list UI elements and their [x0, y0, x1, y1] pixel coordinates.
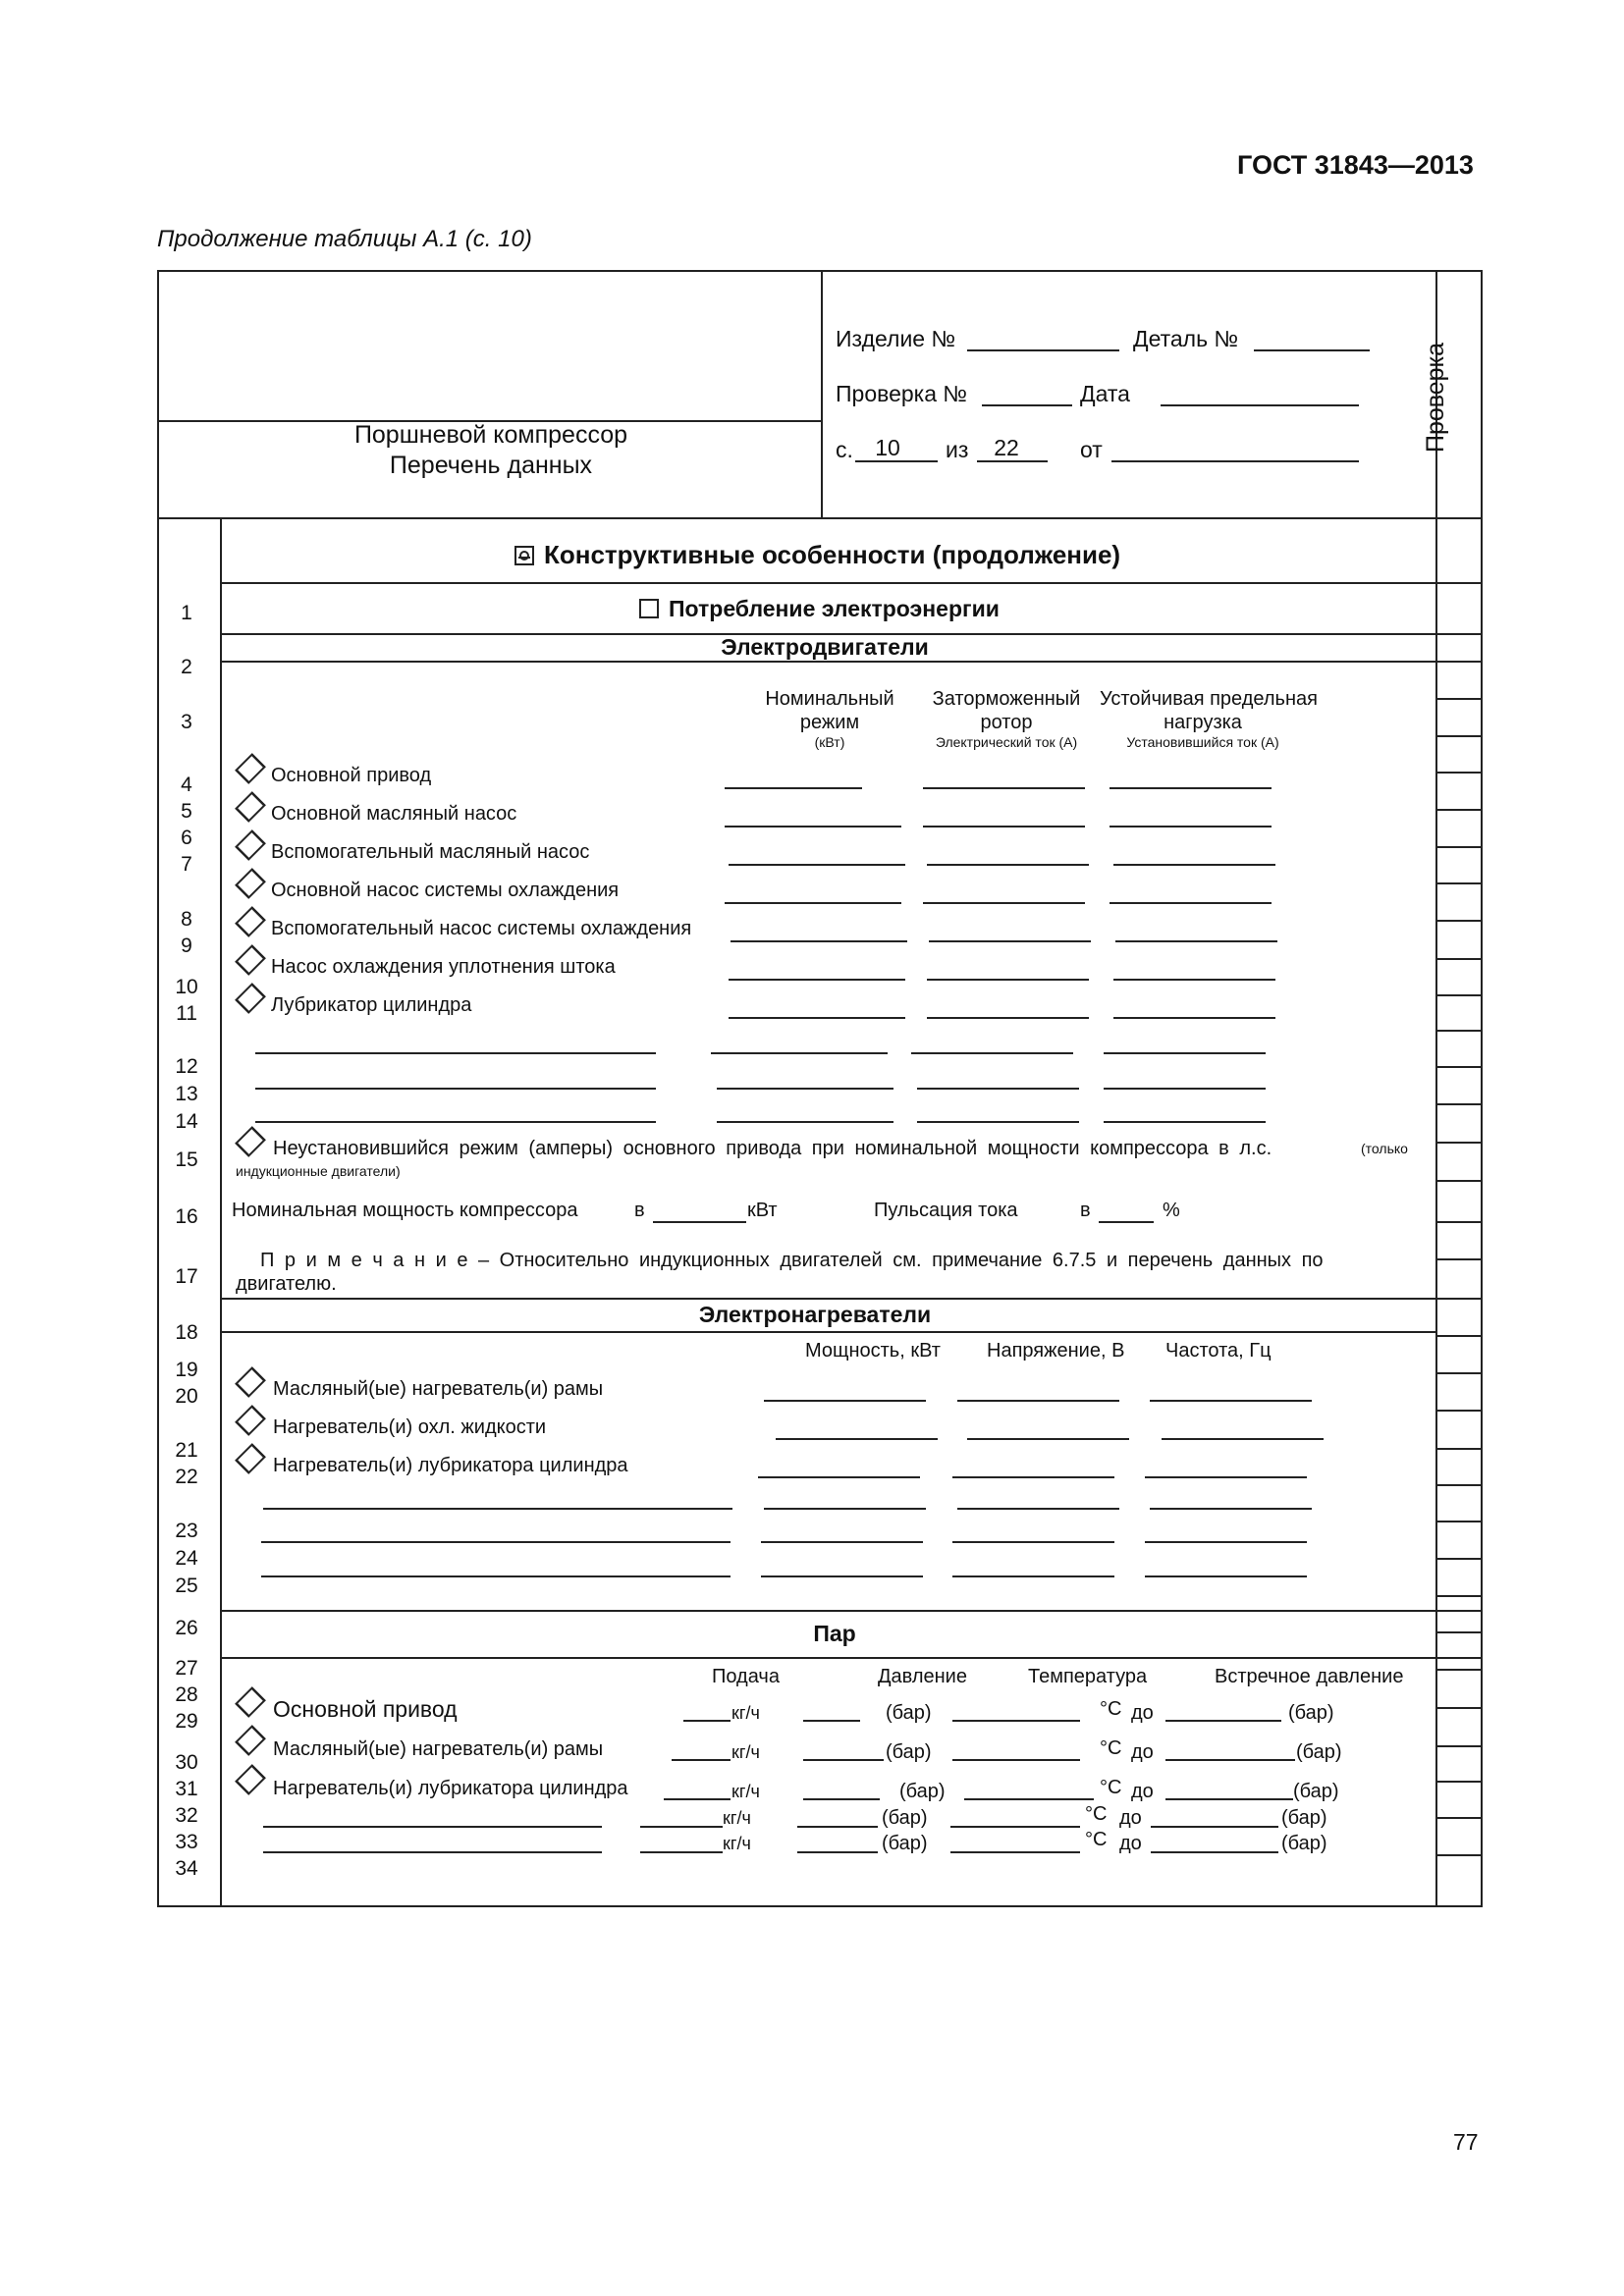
row-number: 17 — [175, 1265, 198, 1288]
row-number: 10 — [175, 976, 198, 998]
page-current: 10 — [875, 435, 900, 460]
rated-power-field[interactable] — [653, 1221, 746, 1223]
transient-small: (только — [1361, 1141, 1408, 1156]
rated-power-unit: кВт — [747, 1200, 778, 1221]
heater-field[interactable] — [758, 1476, 920, 1478]
steam-to-label: до — [1131, 1781, 1154, 1802]
steam-pressure-unit: (бар) — [1293, 1781, 1339, 1802]
motors-col2-header: Заторможенный — [932, 688, 1081, 710]
row-number: 9 — [181, 934, 192, 957]
steam-col1: Подача — [712, 1666, 780, 1687]
motors-col2-unit: Электрический ток (А) — [935, 734, 1078, 750]
note-text-2: двигателю. — [236, 1273, 337, 1295]
heaters-col3: Частота, Гц — [1165, 1340, 1272, 1362]
motor-field[interactable] — [1110, 902, 1272, 904]
page-number: 77 — [1453, 2129, 1479, 2155]
steam-flow-unit: кг/ч — [731, 1742, 760, 1762]
motor-item: Лубрикатор цилиндра — [271, 994, 472, 1016]
steam-temp-unit: °C — [1100, 1777, 1122, 1798]
steam-pressure-unit: (бар) — [1288, 1702, 1334, 1724]
steam-extra-field[interactable] — [797, 1851, 878, 1853]
steam-temp-unit: °C — [1085, 1829, 1108, 1850]
row-number: 20 — [175, 1385, 198, 1408]
transient-small-2: индукционные двигатели) — [236, 1163, 401, 1179]
row-number: 31 — [175, 1778, 198, 1800]
extra-field[interactable] — [917, 1088, 1079, 1090]
steam-temp-unit: °C — [1100, 1698, 1122, 1720]
steam-extra-field[interactable] — [797, 1826, 878, 1828]
motor-field[interactable] — [927, 979, 1089, 981]
motor-item: Основной масляный насос — [271, 803, 517, 825]
steam-flow-unit: кг/ч — [723, 1834, 751, 1853]
motor-item: Вспомогательный насос системы охлаждения — [271, 918, 692, 939]
power-checkbox[interactable] — [639, 599, 659, 618]
page-prefix: с. — [836, 437, 853, 462]
row-number: 3 — [181, 711, 192, 733]
page-of-label: из — [946, 437, 969, 462]
heater-extra-field[interactable] — [761, 1541, 923, 1543]
row-number: 8 — [181, 908, 192, 931]
motor-item: Основной насос системы охлаждения — [271, 880, 620, 901]
motor-field[interactable] — [725, 902, 901, 904]
row-number: 21 — [175, 1439, 198, 1462]
steam-field[interactable] — [803, 1759, 884, 1761]
motor-field[interactable] — [729, 1017, 905, 1019]
extra-field[interactable] — [1104, 1121, 1266, 1123]
motors-title: Электродвигатели — [721, 634, 929, 660]
date-label: Дата — [1080, 381, 1130, 406]
motor-item: Вспомогательный масляный насос — [271, 841, 590, 863]
heater-extra-field[interactable] — [952, 1575, 1114, 1577]
row-number: 16 — [175, 1205, 198, 1228]
from-field[interactable] — [1111, 460, 1359, 462]
steam-temp-unit: °C — [1100, 1737, 1122, 1759]
row-number: 27 — [175, 1657, 198, 1680]
motors-col1-header-2: режим — [799, 712, 860, 733]
motors-col3-unit: Установившийся ток (А) — [1126, 734, 1279, 750]
motor-field[interactable] — [1110, 826, 1272, 828]
motor-field[interactable] — [929, 940, 1091, 942]
heater-field[interactable] — [776, 1438, 938, 1440]
row-number: 5 — [181, 800, 192, 823]
steam-field[interactable] — [1165, 1798, 1293, 1800]
extra-field[interactable] — [917, 1121, 1079, 1123]
steam-pressure-unit: (бар) — [1296, 1741, 1342, 1763]
motors-col1-header: Номинальный — [765, 688, 894, 710]
steam-extra-field[interactable] — [950, 1851, 1080, 1853]
heater-item: Масляный(ые) нагреватель(и) рамы — [273, 1378, 604, 1400]
motor-field[interactable] — [725, 826, 901, 828]
steam-field[interactable] — [664, 1798, 731, 1800]
heater-extra-field[interactable] — [261, 1541, 731, 1543]
rated-power-label: Номинальная мощность компрессора — [232, 1200, 578, 1221]
section-title: Конструктивные особенности (продолжение) — [514, 540, 1120, 569]
motor-field[interactable] — [1113, 864, 1275, 866]
extra-field[interactable] — [717, 1121, 893, 1123]
steam-pressure-unit: (бар) — [886, 1741, 932, 1763]
steam-flow-unit: кг/ч — [731, 1782, 760, 1801]
steam-pressure-unit: (бар) — [882, 1807, 928, 1829]
row-number: 2 — [181, 656, 192, 678]
row-number: 7 — [181, 853, 192, 876]
steam-item: Масляный(ые) нагреватель(и) рамы — [273, 1738, 604, 1760]
heater-field[interactable] — [957, 1400, 1119, 1402]
steam-pressure-unit: (бар) — [1281, 1807, 1327, 1829]
pulsation-label: Пульсация тока — [874, 1200, 1018, 1221]
steam-col2: Давление — [878, 1666, 967, 1687]
steam-field[interactable] — [952, 1720, 1080, 1722]
standard-number: ГОСТ 31843—2013 — [1237, 150, 1474, 180]
row-number: 18 — [175, 1321, 198, 1344]
row-number: 33 — [175, 1831, 198, 1853]
part-label: Деталь № — [1133, 326, 1239, 351]
heaters-title: Электронагреватели — [698, 1302, 932, 1327]
row-number: 4 — [181, 774, 192, 796]
steam-to-label: до — [1119, 1833, 1142, 1854]
motor-field[interactable] — [923, 826, 1085, 828]
row-number: 25 — [175, 1575, 198, 1597]
steam-to-label: до — [1119, 1807, 1142, 1829]
steam-col4: Встречное давление — [1215, 1666, 1404, 1687]
heater-field[interactable] — [1150, 1400, 1312, 1402]
steam-flow-unit: кг/ч — [731, 1703, 760, 1723]
part-field[interactable] — [1254, 349, 1370, 351]
steam-pressure-unit: (бар) — [882, 1833, 928, 1854]
motor-field[interactable] — [729, 864, 905, 866]
heater-extra-field[interactable] — [957, 1508, 1119, 1510]
table-continuation: Продолжение таблицы А.1 (с. 10) — [157, 226, 532, 252]
row-number: 32 — [175, 1804, 198, 1827]
motor-field[interactable] — [1110, 787, 1272, 789]
side-check-label: Проверка — [1422, 343, 1449, 453]
heaters-col2: Напряжение, В — [987, 1340, 1125, 1362]
heater-field[interactable] — [1145, 1476, 1307, 1478]
heaters-col1: Мощность, кВт — [805, 1340, 941, 1362]
steam-pressure-unit: (бар) — [886, 1702, 932, 1724]
row-number: 12 — [175, 1055, 198, 1078]
steam-to-label: до — [1131, 1741, 1154, 1763]
check-no-label: Проверка № — [836, 381, 968, 406]
form-title: Поршневой компрессор — [353, 421, 628, 449]
from-label: от — [1080, 437, 1103, 462]
steam-pressure-unit: (бар) — [899, 1781, 946, 1802]
heater-extra-field[interactable] — [263, 1508, 732, 1510]
steam-col3: Температура — [1028, 1666, 1148, 1687]
motor-item: Основной привод — [271, 765, 432, 786]
extra-field[interactable] — [717, 1088, 893, 1090]
steam-field[interactable] — [803, 1798, 880, 1800]
heater-field[interactable] — [952, 1476, 1114, 1478]
product-label: Изделие № — [836, 326, 956, 351]
extra-field[interactable] — [711, 1052, 888, 1054]
steam-extra-field[interactable] — [1151, 1826, 1278, 1828]
steam-to-label: до — [1131, 1702, 1154, 1724]
heater-field[interactable] — [967, 1438, 1129, 1440]
steam-item: Основной привод — [273, 1696, 458, 1722]
row-number: 19 — [175, 1359, 198, 1381]
heater-item: Нагреватель(и) лубрикатора цилиндра — [273, 1455, 628, 1476]
row-number: 15 — [175, 1148, 198, 1171]
check-no-field[interactable] — [982, 404, 1072, 406]
heater-field[interactable] — [764, 1400, 926, 1402]
heater-extra-field[interactable] — [261, 1575, 731, 1577]
steam-extra-field[interactable] — [950, 1826, 1080, 1828]
row-number: 24 — [175, 1547, 198, 1570]
heater-item: Нагреватель(и) охл. жидкости — [273, 1416, 547, 1438]
rated-power-in: в — [634, 1200, 645, 1221]
extra-field[interactable] — [255, 1052, 656, 1054]
heater-extra-field[interactable] — [1145, 1575, 1307, 1577]
motor-field[interactable] — [729, 979, 905, 981]
steam-pressure-unit: (бар) — [1281, 1833, 1327, 1854]
steam-field[interactable] — [672, 1759, 731, 1761]
date-field[interactable] — [1161, 404, 1359, 406]
note-text: П р и м е ч а н и е – Относительно индукционных двигателей см. примечание 6.7.5 и перечень данных по — [260, 1250, 1324, 1271]
motor-field[interactable] — [923, 787, 1085, 789]
page-total: 22 — [994, 435, 1019, 460]
row-number: 6 — [181, 827, 192, 849]
row-number: 34 — [175, 1857, 198, 1880]
extra-field[interactable] — [1104, 1052, 1266, 1054]
pulsation-field[interactable] — [1099, 1221, 1154, 1223]
check-column-ticks — [1435, 517, 1483, 1907]
steam-field[interactable] — [1165, 1720, 1281, 1722]
row-number: 22 — [175, 1466, 198, 1488]
extra-field[interactable] — [255, 1121, 656, 1123]
row-number: 29 — [175, 1710, 198, 1733]
steam-field[interactable] — [803, 1720, 860, 1722]
heater-extra-field[interactable] — [764, 1508, 926, 1510]
row-number: 26 — [175, 1617, 198, 1639]
motor-field[interactable] — [1113, 979, 1275, 981]
row-number: 1 — [181, 602, 192, 624]
product-field[interactable] — [967, 349, 1119, 351]
motor-field[interactable] — [731, 940, 907, 942]
steam-field[interactable] — [964, 1798, 1094, 1800]
steam-extra-field[interactable] — [1151, 1851, 1278, 1853]
pulsation-unit: % — [1163, 1200, 1180, 1221]
steam-extra-field[interactable] — [640, 1826, 723, 1828]
motor-field[interactable] — [927, 1017, 1089, 1019]
motor-field[interactable] — [1115, 940, 1277, 942]
extra-field[interactable] — [255, 1088, 656, 1090]
steam-title: Пар — [813, 1621, 856, 1646]
heater-field[interactable] — [1162, 1438, 1324, 1440]
heater-extra-field[interactable] — [1150, 1508, 1312, 1510]
motor-field[interactable] — [927, 864, 1089, 866]
row-number: 13 — [175, 1083, 198, 1105]
row-number: 28 — [175, 1683, 198, 1706]
pulsation-in: в — [1080, 1200, 1091, 1221]
motor-item: Насос охлаждения уплотнения штока — [271, 956, 616, 978]
steam-field[interactable] — [952, 1759, 1080, 1761]
steam-extra-field[interactable] — [263, 1851, 602, 1853]
extra-field[interactable] — [911, 1052, 1073, 1054]
steam-temp-unit: °C — [1085, 1803, 1108, 1825]
row-number: 11 — [176, 1002, 197, 1025]
heater-extra-field[interactable] — [952, 1541, 1114, 1543]
motor-field[interactable] — [725, 787, 862, 789]
heater-extra-field[interactable] — [761, 1575, 923, 1577]
steam-extra-field[interactable] — [263, 1826, 602, 1828]
row-number: 14 — [175, 1110, 198, 1133]
row-number: 23 — [175, 1520, 198, 1542]
heater-extra-field[interactable] — [1145, 1541, 1307, 1543]
section-checkbox[interactable] — [514, 546, 534, 565]
transient-text: Неустановившийся режим (амперы) основного привода при номинальной мощности компрессора в л.с. — [273, 1138, 1272, 1159]
motors-col3-header-2: нагрузка — [1164, 712, 1242, 733]
row-number: 30 — [175, 1751, 198, 1774]
steam-extra-field[interactable] — [640, 1851, 723, 1853]
motors-col2-header-2: ротор — [980, 712, 1033, 733]
motors-col1-unit: (кВт) — [814, 734, 845, 750]
steam-item: Нагреватель(и) лубрикатора цилиндра — [273, 1778, 628, 1799]
motors-col3-header: Устойчивая предельная — [1100, 688, 1318, 710]
form-subtitle: Перечень данных — [389, 452, 593, 479]
steam-field[interactable] — [683, 1720, 731, 1722]
motor-field[interactable] — [1113, 1017, 1275, 1019]
steam-field[interactable] — [1165, 1759, 1295, 1761]
power-title: Потребление электроэнергии — [639, 597, 1000, 620]
extra-field[interactable] — [1104, 1088, 1266, 1090]
steam-flow-unit: кг/ч — [723, 1808, 751, 1828]
motor-field[interactable] — [923, 902, 1085, 904]
